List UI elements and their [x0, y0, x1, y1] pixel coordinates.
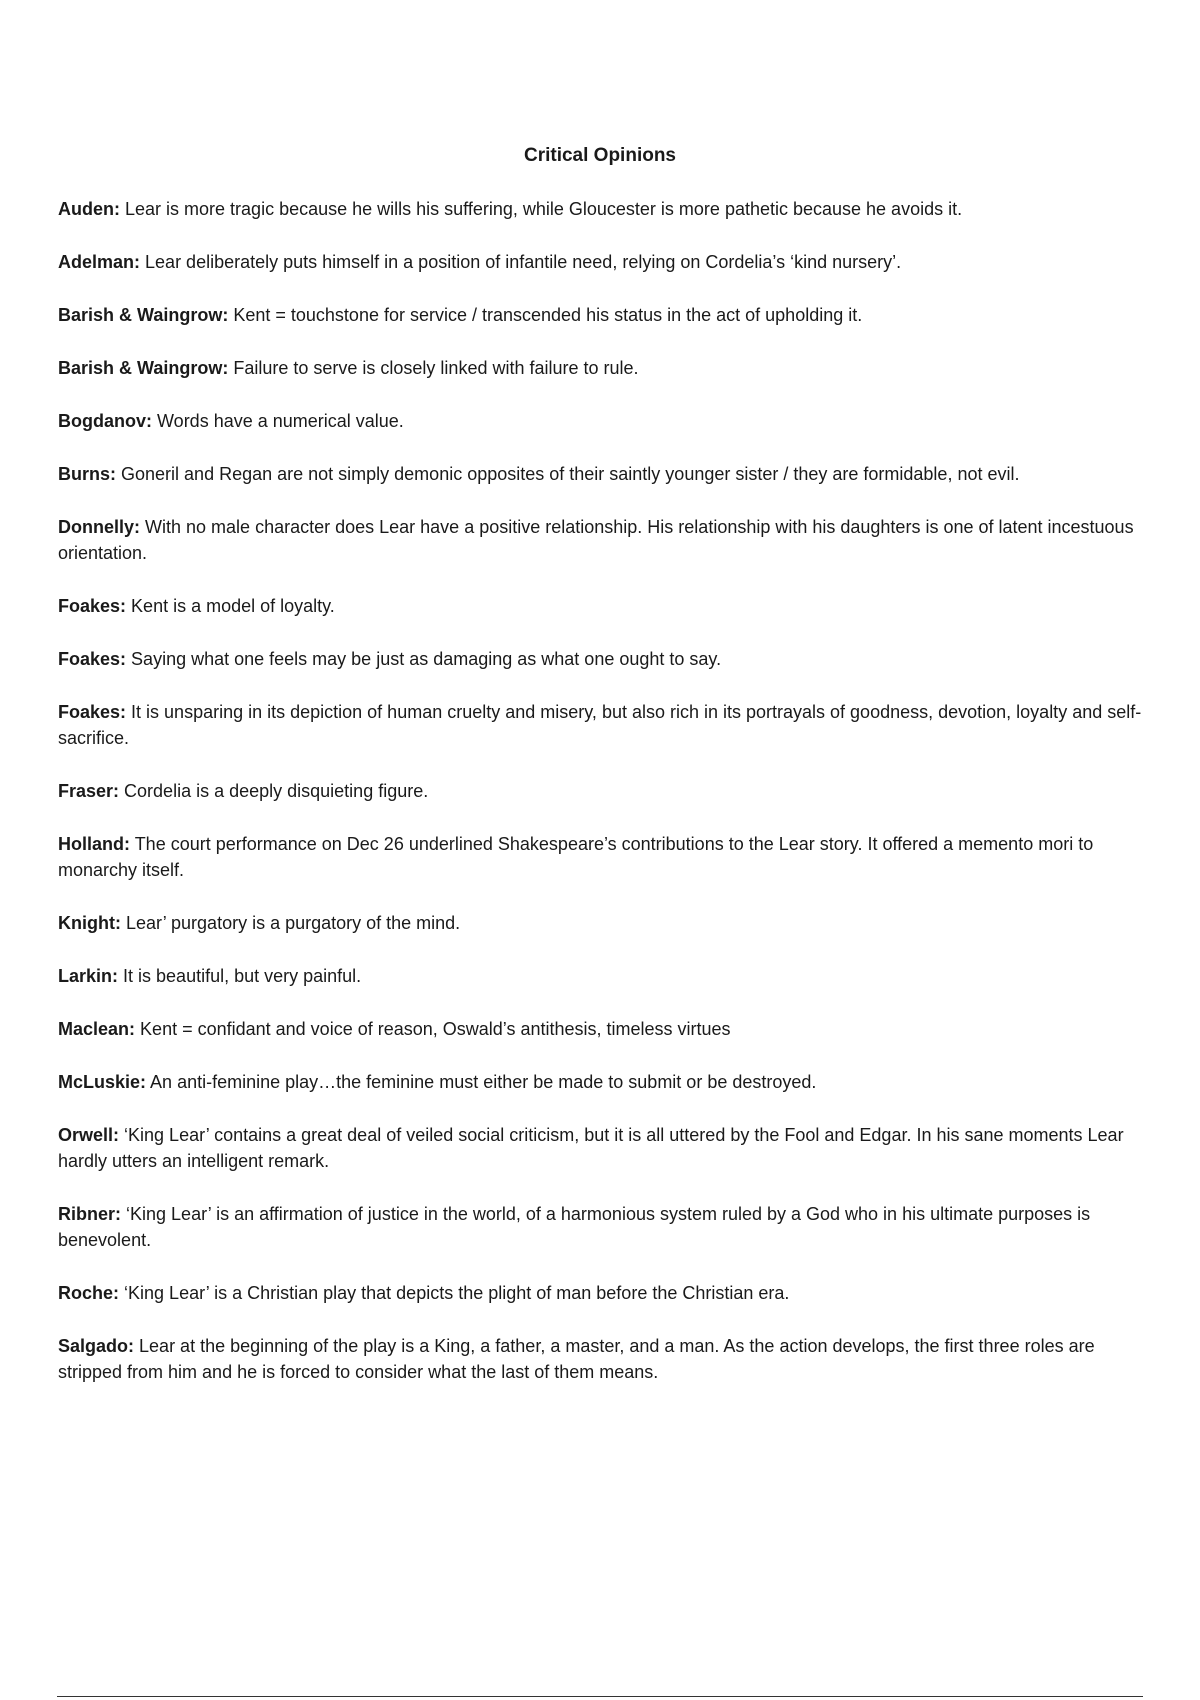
opinion-text: Lear at the beginning of the play is a King, a father, a master, and a man. As the action develops, the first three roles are stripped from him and he is forced to consider what the last of them means. — [58, 1336, 1095, 1382]
opinion-text: Lear’ purgatory is a purgatory of the mind. — [126, 913, 461, 933]
opinion-text: With no male character does Lear have a positive relationship. His relationship with his daughters is one of latent incestuous orientation. — [58, 517, 1134, 563]
list-item — [58, 831, 1148, 883]
opinion-text: Failure to serve is closely linked with failure to rule. — [233, 358, 639, 378]
list-item — [58, 910, 1148, 936]
critic-name: Knight: — [58, 913, 121, 933]
list-item — [58, 302, 1148, 328]
critic-name: Larkin: — [58, 966, 119, 986]
opinion-text: Lear is more tragic because he wills his suffering, while Gloucester is more pathetic because he avoids it. — [125, 199, 963, 219]
critic-name: Adelman: — [58, 252, 141, 272]
list-item — [58, 1201, 1148, 1253]
opinion-text: The court performance on Dec 26 underlined Shakespeare’s contributions to the Lear story. It offered a memento mori to monarchy itself. — [58, 834, 1094, 880]
critic-name: Foakes: — [58, 702, 127, 722]
list-item — [58, 1122, 1148, 1174]
opinion-text: Words have a numerical value. — [157, 411, 404, 431]
list-item — [58, 963, 1148, 989]
opinion-text: Kent is a model of loyalty. — [131, 596, 335, 616]
opinion-text: ‘King Lear’ contains a great deal of veiled social criticism, but it is all uttered by the Fool and Edgar. In his sane moments Lear hardly utters an intelligent remark. — [58, 1125, 1124, 1171]
opinion-text: ‘King Lear’ is a Christian play that depicts the plight of man before the Christian era. — [124, 1283, 790, 1303]
opinion-text: Goneril and Regan are not simply demonic opposites of their saintly younger sister / they are formidable, not evil. — [121, 464, 1020, 484]
list-item — [58, 461, 1148, 487]
opinion-text: It is unsparing in its depiction of human cruelty and misery, but also rich in its portrayals of goodness, devotion, loyalty and self-sacrifice. — [58, 702, 1142, 748]
critic-name: Salgado: — [58, 1336, 135, 1356]
critic-name: Donnelly: — [58, 517, 141, 537]
footer-divider — [57, 1696, 1143, 1697]
list-item — [58, 1069, 1148, 1095]
list-item — [58, 593, 1148, 619]
list-item — [58, 699, 1148, 751]
opinion-text: An anti-feminine play…the feminine must either be made to submit or be destroyed. — [150, 1072, 817, 1092]
critic-name: Barish & Waingrow: — [58, 358, 229, 378]
list-item — [58, 646, 1148, 672]
list-item — [58, 249, 1148, 275]
critic-name: Ribner: — [58, 1204, 121, 1224]
critic-name: Foakes: — [58, 649, 127, 669]
critic-name: Bogdanov: — [58, 411, 152, 431]
list-item — [58, 196, 1148, 222]
opinion-text: ‘King Lear’ is an affirmation of justice in the world, of a harmonious system ruled by a God who in his ultimate purposes is benevolent. — [58, 1204, 1091, 1250]
critic-name: Foakes: — [58, 596, 127, 616]
opinion-text: It is beautiful, but very painful. — [123, 966, 362, 986]
list-item — [58, 514, 1148, 566]
list-item — [58, 408, 1148, 434]
opinion-text: Lear deliberately puts himself in a position of infantile need, relying on Cordelia’s ‘kind nursery’. — [145, 252, 902, 272]
list-item — [58, 1333, 1148, 1385]
critic-name: Roche: — [58, 1283, 120, 1303]
critic-name: Barish & Waingrow: — [58, 305, 229, 325]
critic-name: Fraser: — [58, 781, 120, 801]
opinion-text: Saying what one feels may be just as damaging as what one ought to say. — [131, 649, 722, 669]
list-item — [58, 1016, 1148, 1042]
critic-name: Holland: — [58, 834, 130, 854]
opinion-text: Kent = touchstone for service / transcended his status in the act of upholding it. — [233, 305, 863, 325]
opinions-list — [58, 196, 1148, 1412]
critic-name: Burns: — [58, 464, 116, 484]
list-item — [58, 778, 1148, 804]
critic-name: Orwell: — [58, 1125, 120, 1145]
list-item — [58, 355, 1148, 381]
opinion-text: Cordelia is a deeply disquieting figure. — [124, 781, 429, 801]
critic-name: Maclean: — [58, 1019, 136, 1039]
opinion-text: Kent = confidant and voice of reason, Oswald’s antithesis, timeless virtues — [140, 1019, 731, 1039]
critic-name: Auden: — [58, 199, 120, 219]
page-title: Critical Opinions — [523, 145, 677, 166]
list-item — [58, 1280, 1148, 1306]
critic-name: McLuskie: — [58, 1072, 147, 1092]
